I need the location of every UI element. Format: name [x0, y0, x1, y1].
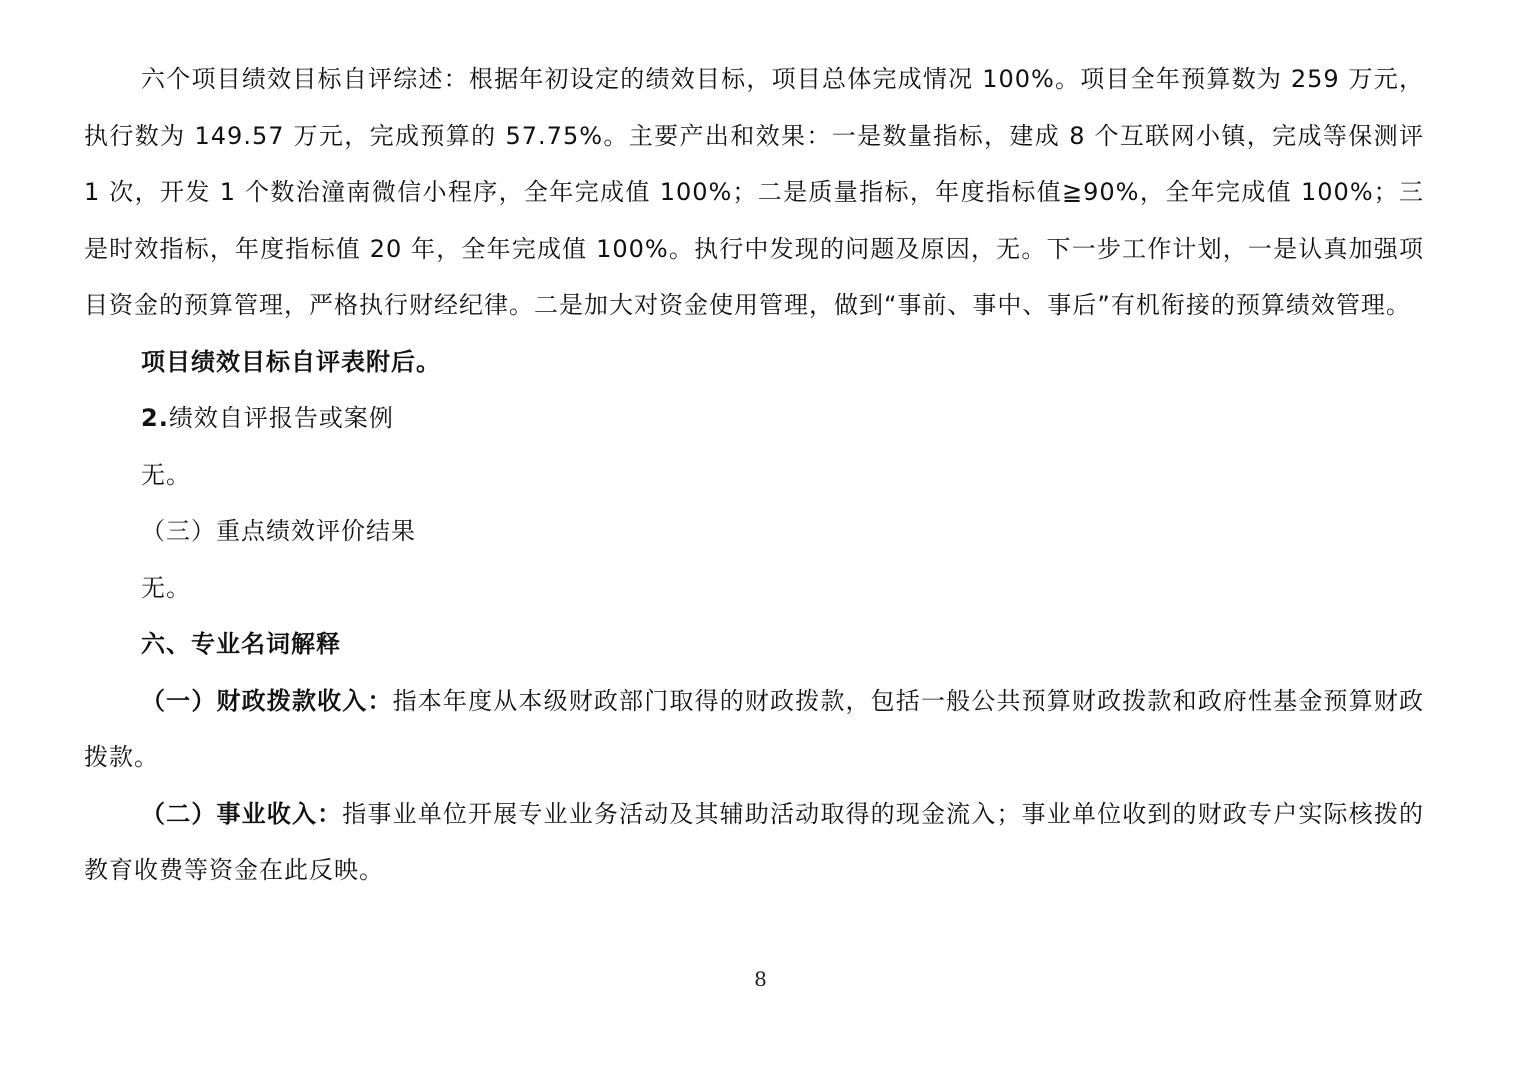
- attached-note: 项目绩效目标自评表附后。: [141, 347, 441, 376]
- section-2-title: 绩效自评报告或案例: [168, 404, 394, 432]
- section-2-number: 2.: [141, 404, 169, 432]
- term-1-paragraph: [84, 673, 1424, 786]
- section-3-heading: （三）重点绩效评价结果: [141, 517, 416, 545]
- summary-paragraph: 六个项目绩效目标自评综述：根据年初设定的绩效目标，项目总体完成情况 100%。项目全年预算数为 259 万元，执行数为 149.57 万元，完成预算的 57.75%。主要产出和效果：一是数量指标，建成 8 个互联网小镇，完成等保测评 1 次，开发 1 个数治潼南微信小程序，全年完成值 100%；二是质量指标，年度指标值≧90%，全年完成值 100%；三是时效指标，年度指标值 20 年，全年完成值 100%。执行中发现的问题及原因，无。下一步工作计划，一是认真加强项目资金的预算管理，严格执行财经纪律。二是加大对资金使用管理，做到“事前、事中、事后”有机衔接的预算绩效管理。: [84, 65, 1424, 319]
- section-2-body: 无。: [141, 460, 191, 489]
- document-page: [84, 51, 1424, 899]
- section-2-heading: [84, 390, 1424, 447]
- term-2-lead: （二）事业收入：: [141, 799, 343, 828]
- section-3-body: 无。: [141, 573, 191, 602]
- term-2-paragraph: [84, 786, 1424, 899]
- term-1-lead: （一）财政拨款收入：: [141, 686, 393, 715]
- page-number: 8: [754, 967, 767, 991]
- chapter-6-heading: 六、专业名词解释: [141, 630, 341, 658]
- term-2-body: 指事业单位开展专业业务活动及其辅助活动取得的现金流入；事业单位收到的财政专户实际核拨的教育收费等资金在此反映。: [84, 799, 1424, 884]
- term-1-body: 指本年度从本级财政部门取得的财政拨款，包括一般公共预算财政拨款和政府性基金预算财政拨款。: [84, 686, 1425, 771]
